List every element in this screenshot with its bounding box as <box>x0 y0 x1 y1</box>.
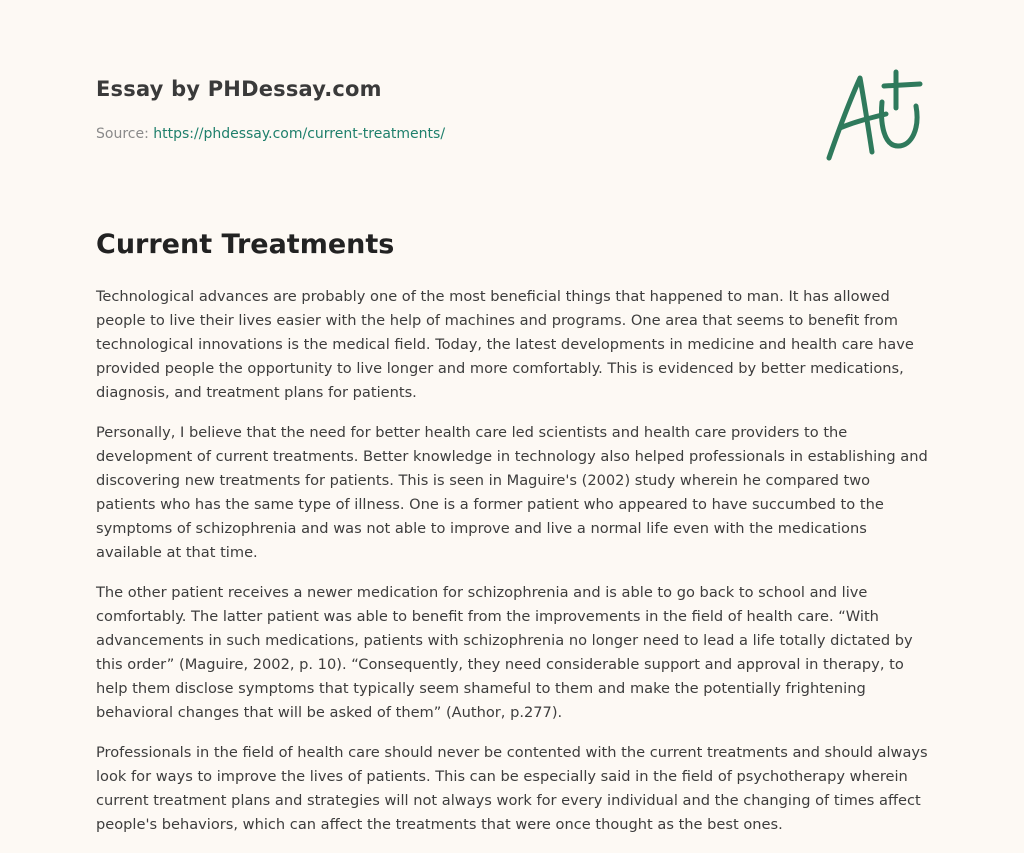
essay-body <box>96 285 932 853</box>
site-title: Essay by PHDessay.com <box>96 77 382 101</box>
a-plus-grade-logo-icon <box>820 66 930 166</box>
paragraph: Professionals in the field of health care should never be contented with the current treatments and should always look for ways to improve the lives of patients. This can be especially said in the field of psychotherapy wherein current treatment plans and strategies will not always work for every individual and the changing of times affect people's behaviors, which can affect the treatments that were once thought as the best ones. <box>96 744 928 833</box>
paragraph: The other patient receives a newer medication for schizophrenia and is able to go back to school and live comfortably. The latter patient was able to benefit from the improvements in the field of health care. “With advancements in such medications, patients with schizophrenia no longer need to lead a life totally dictated by this order” (Maguire, 2002, p. 10). “Consequently, they need considerable support and approval in therapy, to help them disclose symptoms that typically seem shameful to them and make the potentially frightening behavioral changes that will be asked of them” (Author, p.277). <box>96 584 913 721</box>
header <box>96 74 796 144</box>
source-label: Source: <box>96 126 154 142</box>
paragraph: Personally, I believe that the need for better health care led scientists and health care providers to the development of current treatments. Better knowledge in technology also helped professionals in establishing and discovering new treatments for patients. This is seen in Maguire's (2002) study wherein he compared two patients who has the same type of illness. One is a former patient who appeared to have succumbed to the symptoms of schizophrenia and was not able to improve and live a normal life even with the medications available at that time. <box>96 424 928 561</box>
source-link[interactable]: https://phdessay.com/current-treatments/ <box>153 126 446 142</box>
paragraph: Technological advances are probably one of the most beneficial things that happened to man. It has allowed people to live their lives easier with the help of machines and programs. One area that seems to benefit from technological innovations is the medical field. Today, the latest developments in medicine and health care have provided people the opportunity to live longer and more comfortably. This is evidenced by better medications, diagnosis, and treatment plans for patients. <box>96 288 914 401</box>
source-line <box>96 124 796 144</box>
essay-title: Current Treatments <box>96 229 395 260</box>
